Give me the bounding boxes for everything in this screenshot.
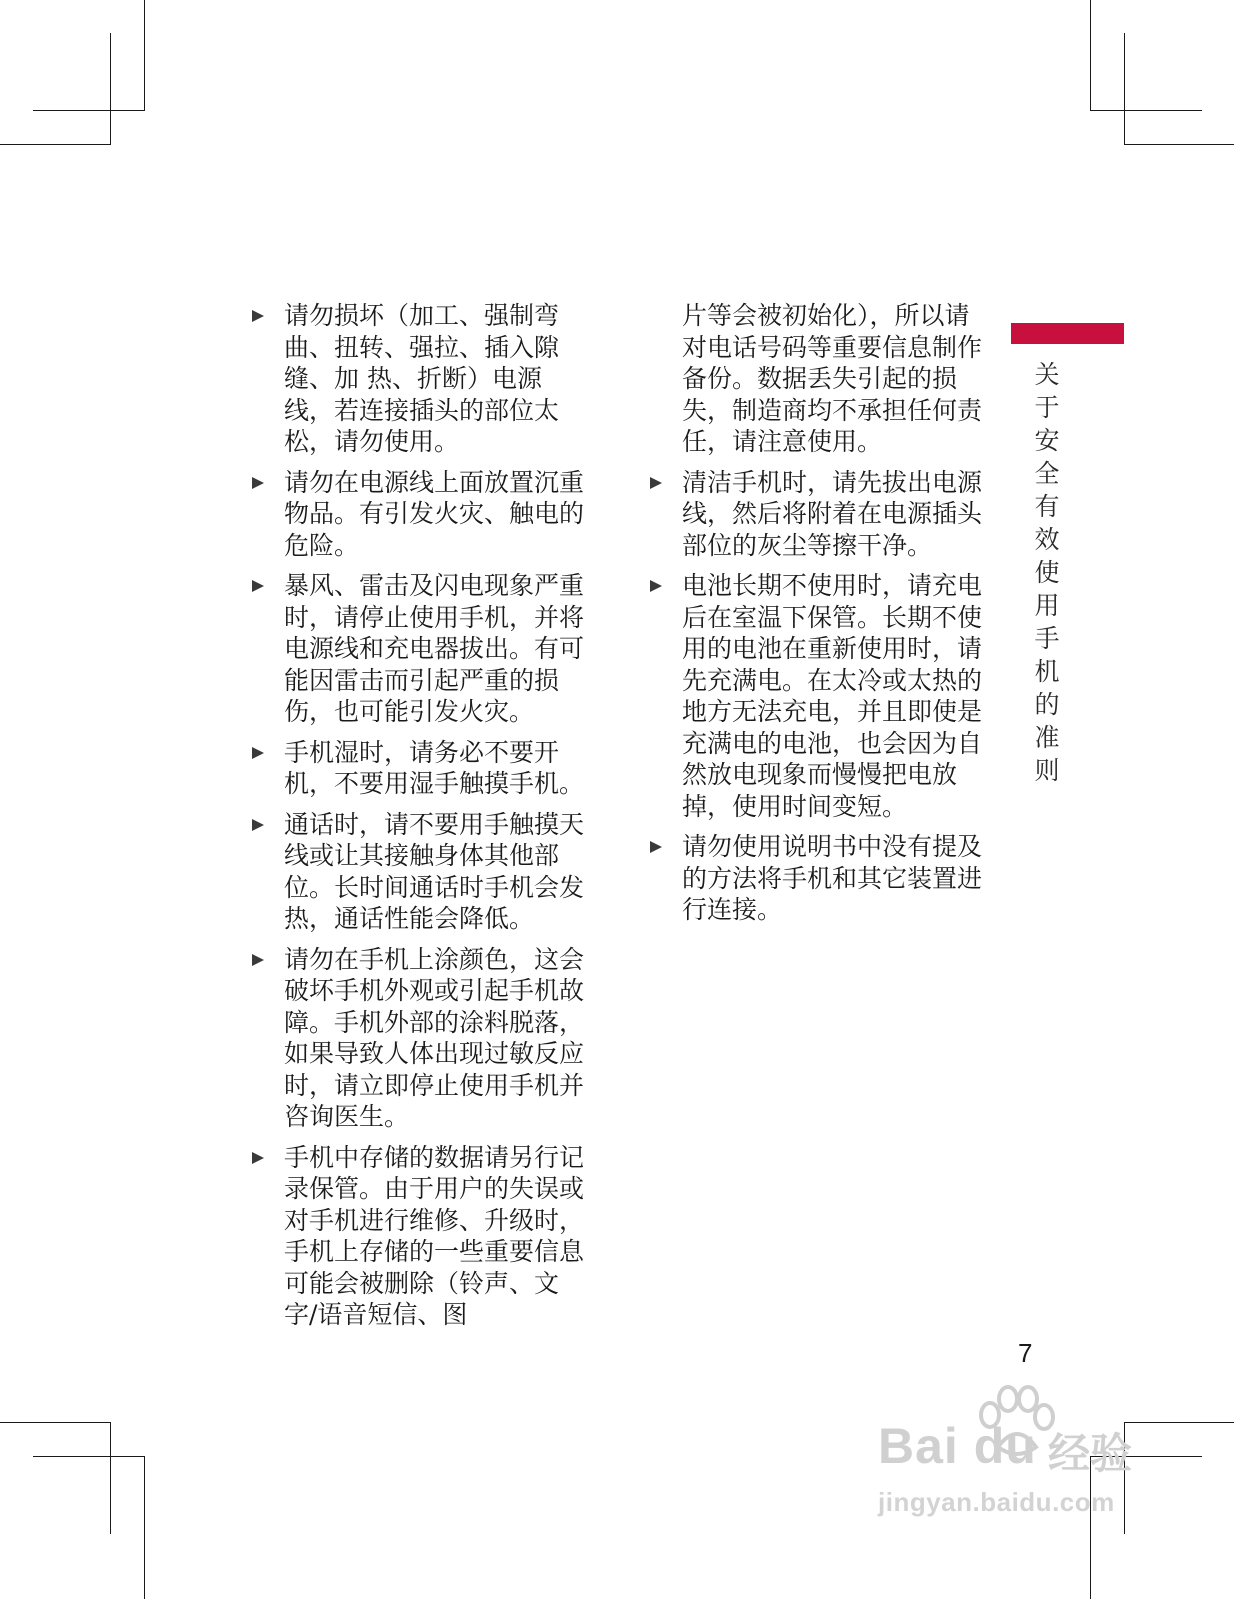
list-item-text: 通话时，请不要用手触摸天线或让其接触身体其他部位。长时间通话时手机会发热，通话性能会降低。: [284, 809, 585, 933]
bullet-triangle-icon: [252, 310, 264, 322]
bullet-triangle-icon: [650, 841, 662, 853]
crop-mark: [0, 1422, 110, 1423]
list-item-text: 电池长期不使用时，请充电后在室温下保管。长期不使用的电池在重新使用时，请先充满电。在太冷或太热的地方无法充电，并且即使是充满电的电池，也会因为自然放电现象而慢慢把电放掉，使用时间变短。: [682, 571, 983, 821]
list-item: [250, 570, 584, 728]
list-item: [250, 467, 584, 562]
list-item-text: 手机中存储的数据请另行记录保管。由于用户的失误或对手机进行维修、升级时，手机上存储的一些重要信息可能会被删除（铃声、文字/语音短信、图: [284, 1142, 585, 1329]
crop-mark: [1090, 110, 1202, 111]
bullet-triangle-icon: [252, 747, 264, 759]
list-item-text: 暴风、雷击及闪电现象严重时，请停止使用手机，并将电源线和充电器拔出。有可能因雷击而引起严重的损伤，也可能引发火灾。: [284, 571, 585, 726]
crop-mark: [144, 1456, 145, 1599]
watermark: [870, 1385, 1170, 1535]
list-item: [648, 570, 982, 822]
crop-mark: [1124, 144, 1234, 145]
bullet-triangle-icon: [252, 477, 264, 489]
list-item: [648, 831, 982, 926]
crop-mark: [0, 144, 110, 145]
section-tab-bar: [1011, 323, 1124, 344]
section-title: 关于安全有效使用手机的准则: [1034, 360, 1060, 785]
list-item: [250, 737, 584, 800]
list-item-text: 请勿使用说明书中没有提及的方法将手机和其它装置进行连接。: [682, 832, 983, 924]
list-item-text: 请勿损坏（加工、强制弯曲、扭转、强拉、插入隙缝、加 热、折断）电源线，若连接插头的部位太松，请勿使用。: [284, 301, 560, 456]
crop-mark: [33, 110, 145, 111]
page-number: 7: [1018, 1338, 1033, 1368]
watermark-brand: Bai du: [878, 1418, 1037, 1474]
watermark-cn: 经验: [1048, 1430, 1133, 1477]
crop-mark: [1124, 33, 1125, 145]
list-item-continuation: 片等会被初始化），所以请对电话号码等重要信息制作备份。数据丢失引起的损失，制造商均不承担任何责任，请注意使用。: [682, 301, 983, 456]
crop-mark: [110, 33, 111, 145]
watermark-url: jingyan.baidu.com: [878, 1487, 1115, 1517]
crop-mark: [33, 1456, 145, 1457]
bullet-triangle-icon: [252, 1152, 264, 1164]
bullet-triangle-icon: [650, 477, 662, 489]
list-item-text: 请勿在电源线上面放置沉重物品。有引发火灾、触电的危险。: [284, 467, 585, 560]
right-column: [648, 300, 988, 935]
left-column: [250, 300, 590, 1340]
crop-mark: [1090, 0, 1091, 110]
list-item-text: 清洁手机时，请先拔出电源线，然后将附着在电源插头部位的灰尘等擦干净。: [682, 467, 983, 560]
bullet-triangle-icon: [252, 819, 264, 831]
bullet-triangle-icon: [252, 954, 264, 966]
list-item-text: 请勿在手机上涂颜色，这会破坏手机外观或引起手机故障。手机外部的涂料脱落，如果导致人体出现过敏反应时，请立即停止使用手机并咨询医生。: [284, 944, 585, 1131]
bullet-triangle-icon: [252, 580, 264, 592]
crop-mark: [110, 1422, 111, 1534]
list-item: [648, 467, 982, 562]
list-item: [250, 300, 584, 458]
list-item: [250, 1142, 584, 1331]
crop-mark: [144, 0, 145, 110]
list-item: [250, 944, 584, 1133]
list-item-text: 手机湿时，请务必不要开机，不要用湿手触摸手机。: [284, 737, 585, 798]
list-item: [250, 809, 584, 935]
bullet-triangle-icon: [650, 580, 662, 592]
